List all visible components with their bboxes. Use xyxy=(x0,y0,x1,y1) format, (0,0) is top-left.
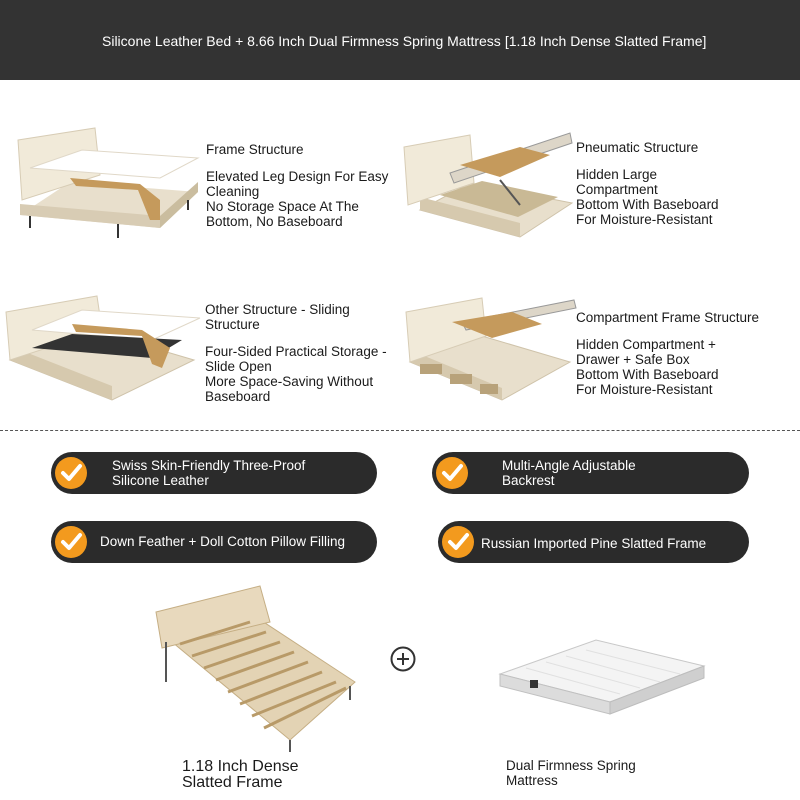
feature-text xyxy=(112,458,305,488)
mattress-image xyxy=(496,628,708,718)
structure-line: For Moisture-Resistant xyxy=(576,212,713,227)
mattress-caption xyxy=(506,758,636,788)
frame-caption xyxy=(182,759,299,791)
structure-line: Baseboard xyxy=(205,389,271,404)
structure-line: Elevated Leg Design For Easy xyxy=(206,169,389,184)
check-icon xyxy=(55,457,87,489)
structure-line: Drawer + Safe Box xyxy=(576,352,690,367)
structure-line: Bottom, No Baseboard xyxy=(206,214,343,229)
feature-text: Russian Imported Pine Slatted Frame xyxy=(481,536,707,551)
header-subtitle: [1.18 Inch Dense Slatted Frame] xyxy=(504,33,707,49)
structure-title: Other Structure - Sliding xyxy=(205,302,350,317)
feature-line: Silicone Leather xyxy=(112,473,209,488)
structure-title-line2: Structure xyxy=(205,317,260,332)
feature-pill-leather xyxy=(51,452,377,494)
structure-line: More Space-Saving Without xyxy=(205,374,374,389)
header-banner xyxy=(0,0,800,80)
structure-line: For Moisture-Resistant xyxy=(576,382,713,397)
bed-frame-image xyxy=(10,120,200,240)
mattress-caption-line: Dual Firmness Spring xyxy=(506,758,636,773)
structure-title: Frame Structure xyxy=(206,142,304,157)
structure-line: Bottom With Baseboard xyxy=(576,197,719,212)
structure-pneumatic-text xyxy=(576,140,719,227)
structure-line: No Storage Space At The xyxy=(206,199,359,214)
structure-line: Bottom With Baseboard xyxy=(576,367,719,382)
structure-line: Cleaning xyxy=(206,184,260,199)
mattress-caption-line: Mattress xyxy=(506,773,558,788)
feature-line: Swiss Skin-Friendly Three-Proof xyxy=(112,458,306,473)
feature-text xyxy=(502,458,636,488)
bed-sliding-image xyxy=(2,290,202,410)
structure-line: Compartment xyxy=(576,182,658,197)
header-title-text: Silicone Leather Bed + 8.66 Inch Dual Firmness Spring Mattress xyxy=(102,33,501,49)
plus-circle-icon xyxy=(390,646,416,672)
structure-frame-text xyxy=(206,142,388,229)
frame-caption-line: 1.18 Inch Dense xyxy=(182,758,299,775)
structure-title: Compartment Frame Structure xyxy=(576,310,760,325)
bed-compartment-image xyxy=(402,292,578,408)
check-icon xyxy=(55,526,87,558)
frame-caption-line: Slatted Frame xyxy=(182,774,283,791)
feature-text: Down Feather + Doll Cotton Pillow Filling xyxy=(100,534,345,549)
page-title xyxy=(102,33,706,49)
feature-line: Multi-Angle Adjustable xyxy=(502,458,636,473)
dashed-divider xyxy=(0,430,800,431)
feature-pill-backrest xyxy=(432,452,749,494)
feature-pill-pillow xyxy=(51,521,377,563)
structure-line: Hidden Compartment + xyxy=(576,337,716,352)
feature-line: Backrest xyxy=(502,473,555,488)
structure-compartment-text xyxy=(576,310,759,397)
bed-pneumatic-image xyxy=(400,125,578,243)
check-icon xyxy=(442,526,474,558)
structure-sliding-text xyxy=(205,302,387,404)
structure-line: Slide Open xyxy=(205,359,272,374)
check-icon xyxy=(436,457,468,489)
slatted-frame-image xyxy=(150,582,360,754)
structure-line: Hidden Large xyxy=(576,167,658,182)
structure-line: Four-Sided Practical Storage - xyxy=(205,344,387,359)
feature-pill-pine-frame xyxy=(438,521,749,563)
structure-title: Pneumatic Structure xyxy=(576,140,699,155)
